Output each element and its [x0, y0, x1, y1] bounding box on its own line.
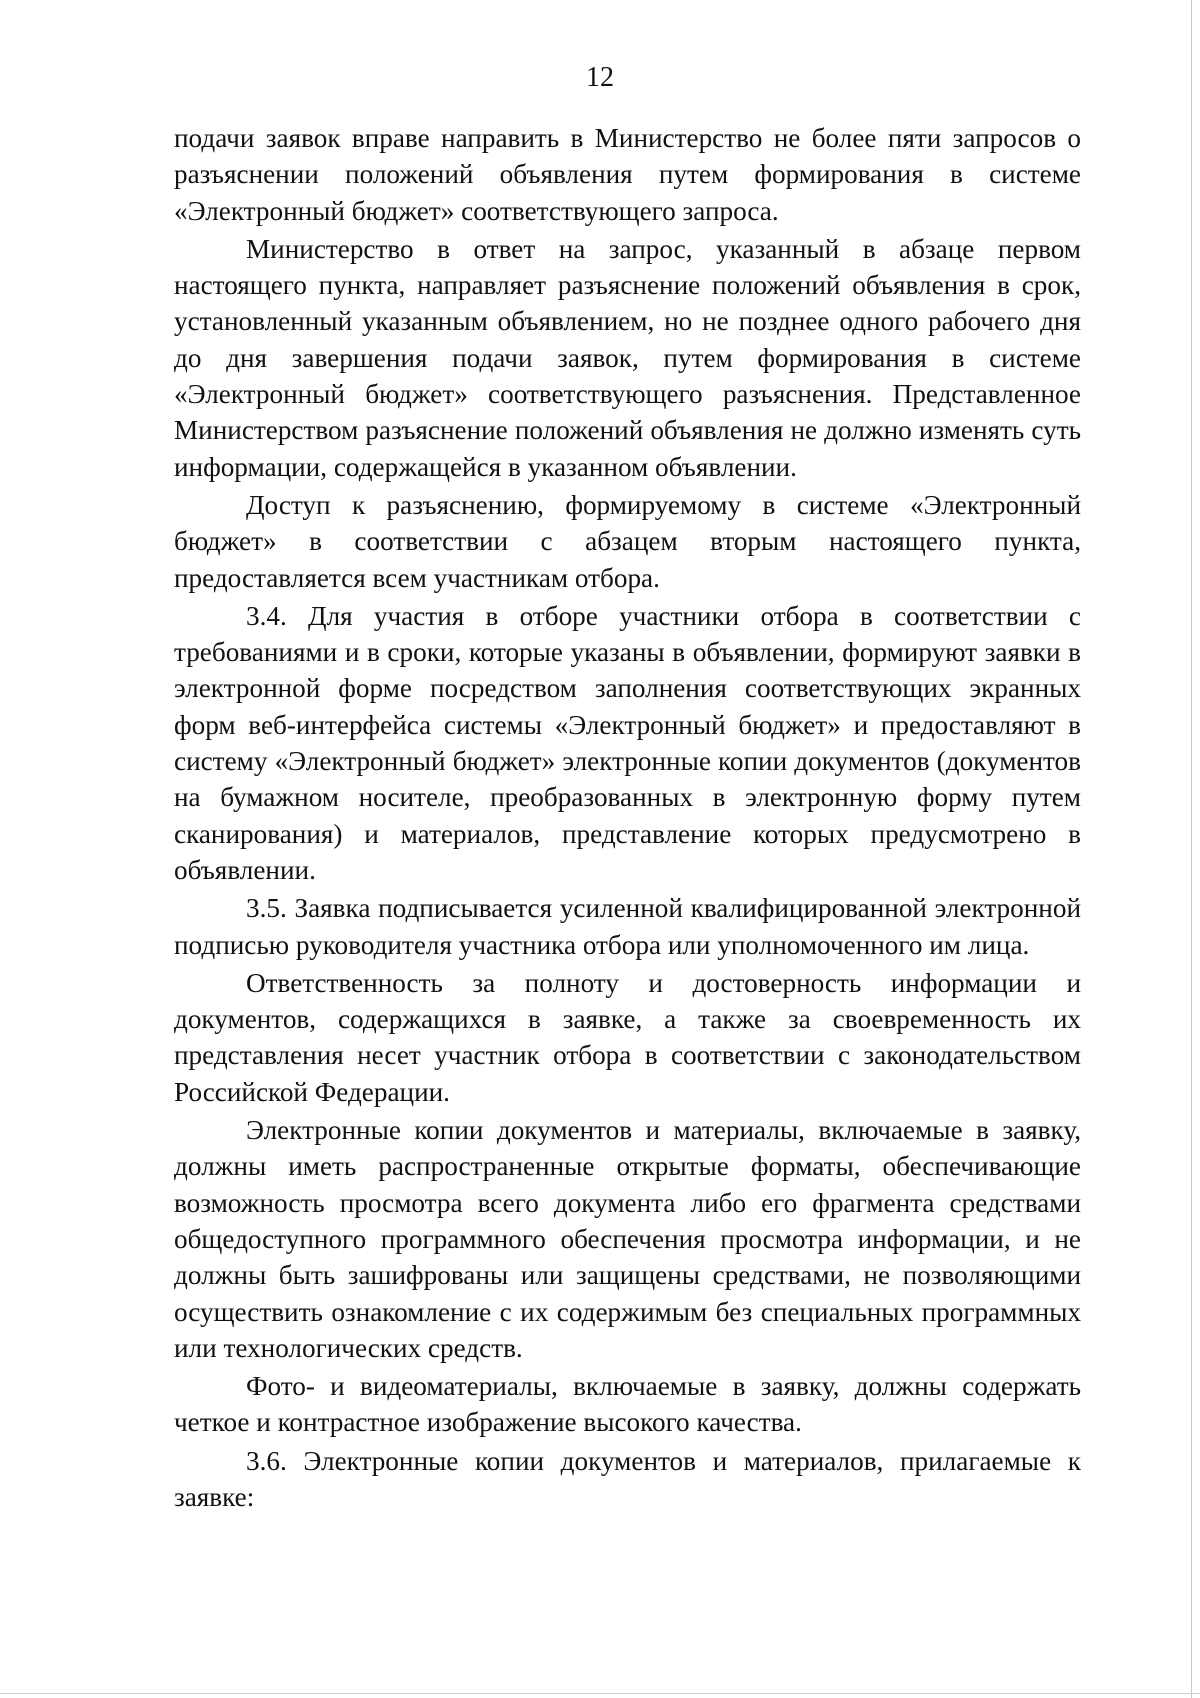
document-body: [174, 120, 1081, 1517]
paragraph: Министерство в ответ на запрос, указанный в абзаце первом настоящего пункта, направляет разъяснение положений объявления в срок, установленный указанным объявлением, но не позднее одного рабочего дня до дня завершения подачи заявок, путем формирования в системе «Электронный бюджет» соответствующего разъяснения. Представленное Министерством разъяснение положений объявления не должно изменять суть информации, содержащейся в указанном объявлении.: [174, 233, 1081, 482]
paragraph: Электронные копии документов и материалы, включаемые в заявку, должны иметь распространенные открытые форматы, обеспечивающие возможность просмотра всего документа либо его фрагмента средствами общедоступного программного обеспечения просмотра информации, и не должны быть зашифрованы или защищены средствами, не позволяющими осуществить ознакомление с их содержимым без специальных программных или технологических средств.: [174, 1115, 1081, 1363]
paragraph: подачи заявок вправе направить в Министерство не более пяти запросов о разъяснении положений объявления путем формирования в системе «Электронный бюджет» соответствующего запроса.: [174, 123, 1081, 226]
page-number: 12: [586, 62, 614, 93]
paragraph-section-3-4: 3.4. Для участия в отборе участники отбора в соответствии с требованиями и в сроки, которые указаны в объявлении, формируют заявки в электронной форме посредством заполнения соответствующих экранных форм веб-интерфейса системы «Электронный бюджет» и предоставляют в систему «Электронный бюджет» электронные копии документов (документов на бумажном носителе, преобразованных в электронную форму путем сканирования) и материалов, представление которых предусмотрено в объявлении.: [174, 600, 1081, 885]
paragraph: Доступ к разъяснению, формируемому в системе «Электронный бюджет» в соответствии с абзацем вторым настоящего пункта, предоставляется всем участникам отбора.: [174, 489, 1081, 593]
paragraph-section-3-6: 3.6. Электронные копии документов и материалов, прилагаемые к заявке:: [174, 1445, 1081, 1512]
paragraph: Фото- и видеоматериалы, включаемые в заявку, должны содержать четкое и контрастное изображение высокого качества.: [174, 1371, 1081, 1438]
page-edge-bottom: [0, 1693, 1200, 1694]
page-edge-right: [1191, 0, 1192, 1698]
paragraph: Ответственность за полноту и достоверность информации и документов, содержащихся в заявке, а также за своевременность их представления несет участник отбора в соответствии с законодательством Российской Федерации.: [174, 967, 1081, 1107]
paragraph-section-3-5: 3.5. Заявка подписывается усиленной квалифицированной электронной подписью руководителя участника отбора или уполномоченного им лица.: [174, 893, 1081, 960]
